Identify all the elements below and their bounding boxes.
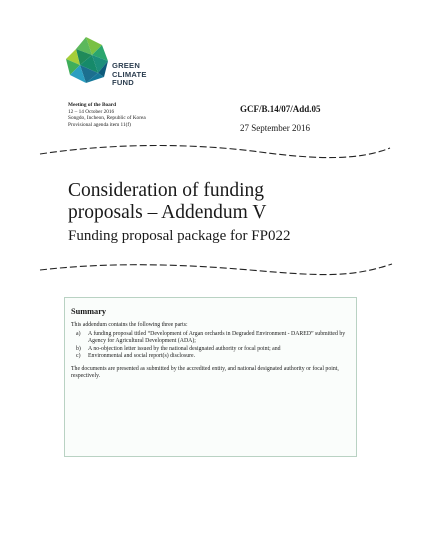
meeting-location: Songdo, Incheon, Republic of Korea [68, 115, 146, 122]
document-title-line: Consideration of funding [68, 180, 265, 201]
summary-list [71, 331, 350, 360]
logo-wordmark [112, 62, 147, 88]
document-code: GCF/B.14/07/Add.05 [240, 104, 321, 114]
meeting-info [68, 102, 146, 128]
list-item-text: A no-objection letter issued by the national designated authority or focal point; and [88, 345, 281, 352]
divider-wave-top [0, 140, 425, 164]
logo-text-line: GREEN [112, 61, 141, 70]
list-item [71, 346, 350, 353]
document-title-line: proposals – Addendum V [68, 202, 267, 223]
green-climate-fund-logo-icon [62, 35, 110, 87]
list-item-text: A funding proposal titled “Development of Argan orchards in Degraded Environment - DARED” submitted by Agency for Agricultural Development (ADA); [88, 331, 346, 345]
meeting-agenda-item: Provisional agenda item 11(f) [68, 121, 131, 128]
meeting-dates: 12 – 14 October 2016 [68, 108, 115, 115]
summary-box [64, 297, 357, 457]
list-item-text: Environmental and social report(s) disclosure. [88, 352, 196, 359]
summary-heading: Summary [71, 307, 107, 316]
list-marker: c) [76, 352, 81, 359]
summary-intro: This addendum contains the following three parts: [71, 322, 188, 328]
list-item [71, 331, 350, 345]
meeting-title: Meeting of the Board [68, 102, 117, 108]
divider-wave-bottom [0, 258, 425, 282]
document-title-block [68, 180, 290, 245]
logo-text-line: CLIMATE [112, 69, 147, 79]
logo-text-line: FUND [112, 78, 134, 88]
document-subtitle: Funding proposal package for FP022 [68, 228, 291, 244]
document-date: 27 September 2016 [240, 123, 310, 133]
list-marker: b) [76, 345, 81, 352]
summary-outro: The documents are presented as submitted by the accredited entity, and national designated authority or focal point, respectively. [71, 366, 339, 380]
list-item [71, 353, 350, 360]
list-marker: a) [76, 331, 81, 338]
